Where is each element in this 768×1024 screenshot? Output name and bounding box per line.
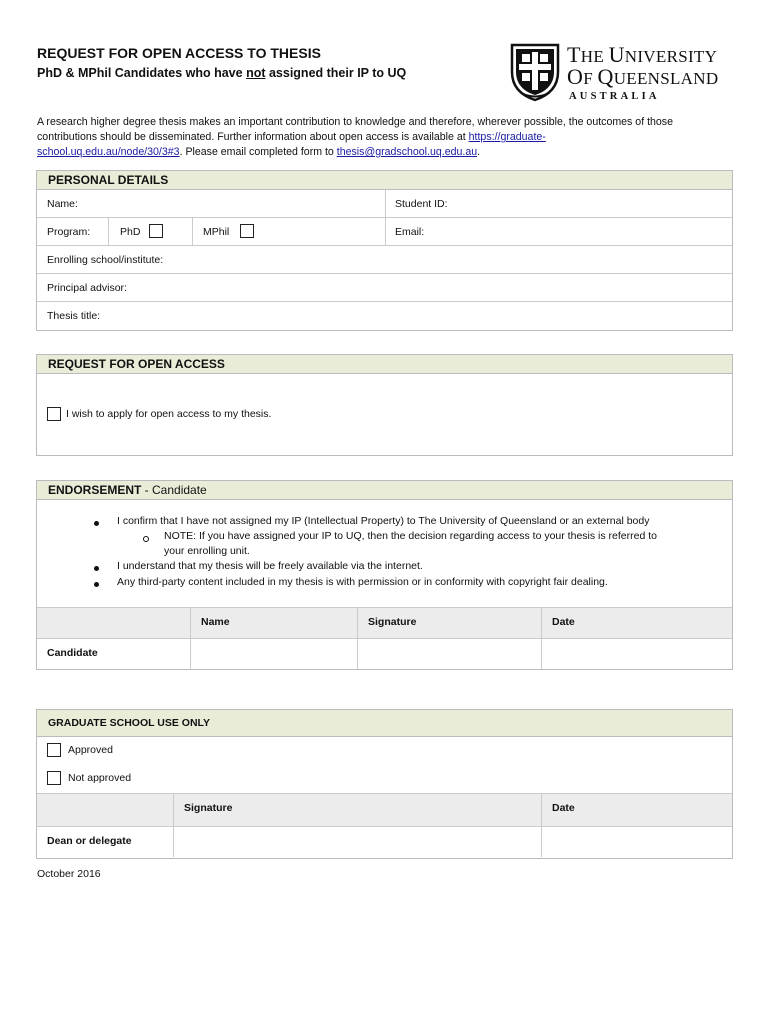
student-id-label: Student ID: [395,198,448,210]
not-approved-checkbox[interactable] [47,771,61,785]
dean-label: Dean or delegate [47,835,132,847]
approved-label: Approved [68,744,113,756]
endorsement-table-header [37,608,732,639]
logo-text-line2: OF QUEENSLAND [567,64,719,89]
row-name-studentid [37,190,732,218]
open-access-info-link-cont[interactable]: school.uq.edu.au/node/30/3#3 [37,146,180,158]
phd-label: PhD [120,226,141,238]
statement-ip: I confirm that I have not assigned my IP (Intellectual Property) to The University of Queensland or an external body [117,515,650,527]
personal-details-section [36,170,733,331]
col-date: Date [552,616,575,628]
logo-text-line1: THE UNIVERSITY [567,42,718,67]
mphil-label: MPhil [203,226,230,238]
row-school [37,246,732,274]
candidate-label: Candidate [47,647,98,659]
candidate-row [37,639,732,669]
advisor-label: Principal advisor: [47,282,127,294]
endorsement-section [36,480,733,670]
grad-table-header [37,794,732,827]
grad-col-signature: Signature [184,802,233,814]
form-version-date: October 2016 [37,868,101,880]
phd-checkbox[interactable] [149,224,163,238]
not-approved-label: Not approved [68,772,132,784]
open-access-info-link[interactable]: https://graduate- [468,131,546,143]
endorsement-statements [37,500,732,608]
approved-checkbox[interactable] [47,743,61,757]
school-label: Enrolling school/institute: [47,254,164,266]
mphil-checkbox[interactable] [240,224,254,238]
uq-crest-icon [509,42,561,102]
row-advisor [37,274,732,302]
graduate-school-header: GRADUATE SCHOOL USE ONLY [37,710,732,737]
form-subtitle: PhD & MPhil Candidates who have not assigned their IP to UQ [37,66,407,80]
approval-options [37,737,732,794]
form-title: REQUEST FOR OPEN ACCESS TO THESIS [37,45,321,61]
row-thesis-title [37,302,732,330]
col-name: Name [201,616,230,628]
statement-note-line2: your enrolling unit. [164,545,250,557]
thesis-title-label: Thesis title: [47,310,101,322]
email-label: Email: [395,226,425,238]
statement-note-line1: NOTE: If you have assigned your IP to UQ, then the decision regarding access to your thesis is referred to [164,530,657,542]
dean-row [37,827,732,857]
uq-logo [509,42,731,104]
logo-text-australia: AUSTRALIA [569,91,660,102]
request-open-access-section [36,354,733,456]
statement-copyright: Any third-party content included in my thesis is with permission or in conformity with copyright fair dealing. [117,576,608,588]
endorsement-header: ENDORSEMENT - Candidate [37,481,732,500]
apply-open-access-label: I wish to apply for open access to my thesis. [66,408,272,420]
request-open-access-header: REQUEST FOR OPEN ACCESS [37,355,732,374]
grad-col-date: Date [552,802,575,814]
graduate-school-section [36,709,733,859]
statement-internet: I understand that my thesis will be freely available via the internet. [117,560,423,572]
program-label: Program: [47,226,91,238]
name-label: Name: [47,198,78,210]
intro-paragraph: A research higher degree thesis makes an important contribution to knowledge and therefore, wherever possible, the outcomes of those contributions should be disseminated. Further information about open access is available at https://graduate- school.uq.edu.au/node/30/3#3. Please email completed form to thesis@gradschool.uq.edu.au. [37,116,673,158]
col-signature: Signature [368,616,417,628]
thesis-email-link[interactable]: thesis@gradschool.uq.edu.au [336,146,478,158]
row-program-email [37,218,732,246]
personal-details-header: PERSONAL DETAILS [37,171,732,190]
apply-open-access-checkbox[interactable] [47,407,61,421]
